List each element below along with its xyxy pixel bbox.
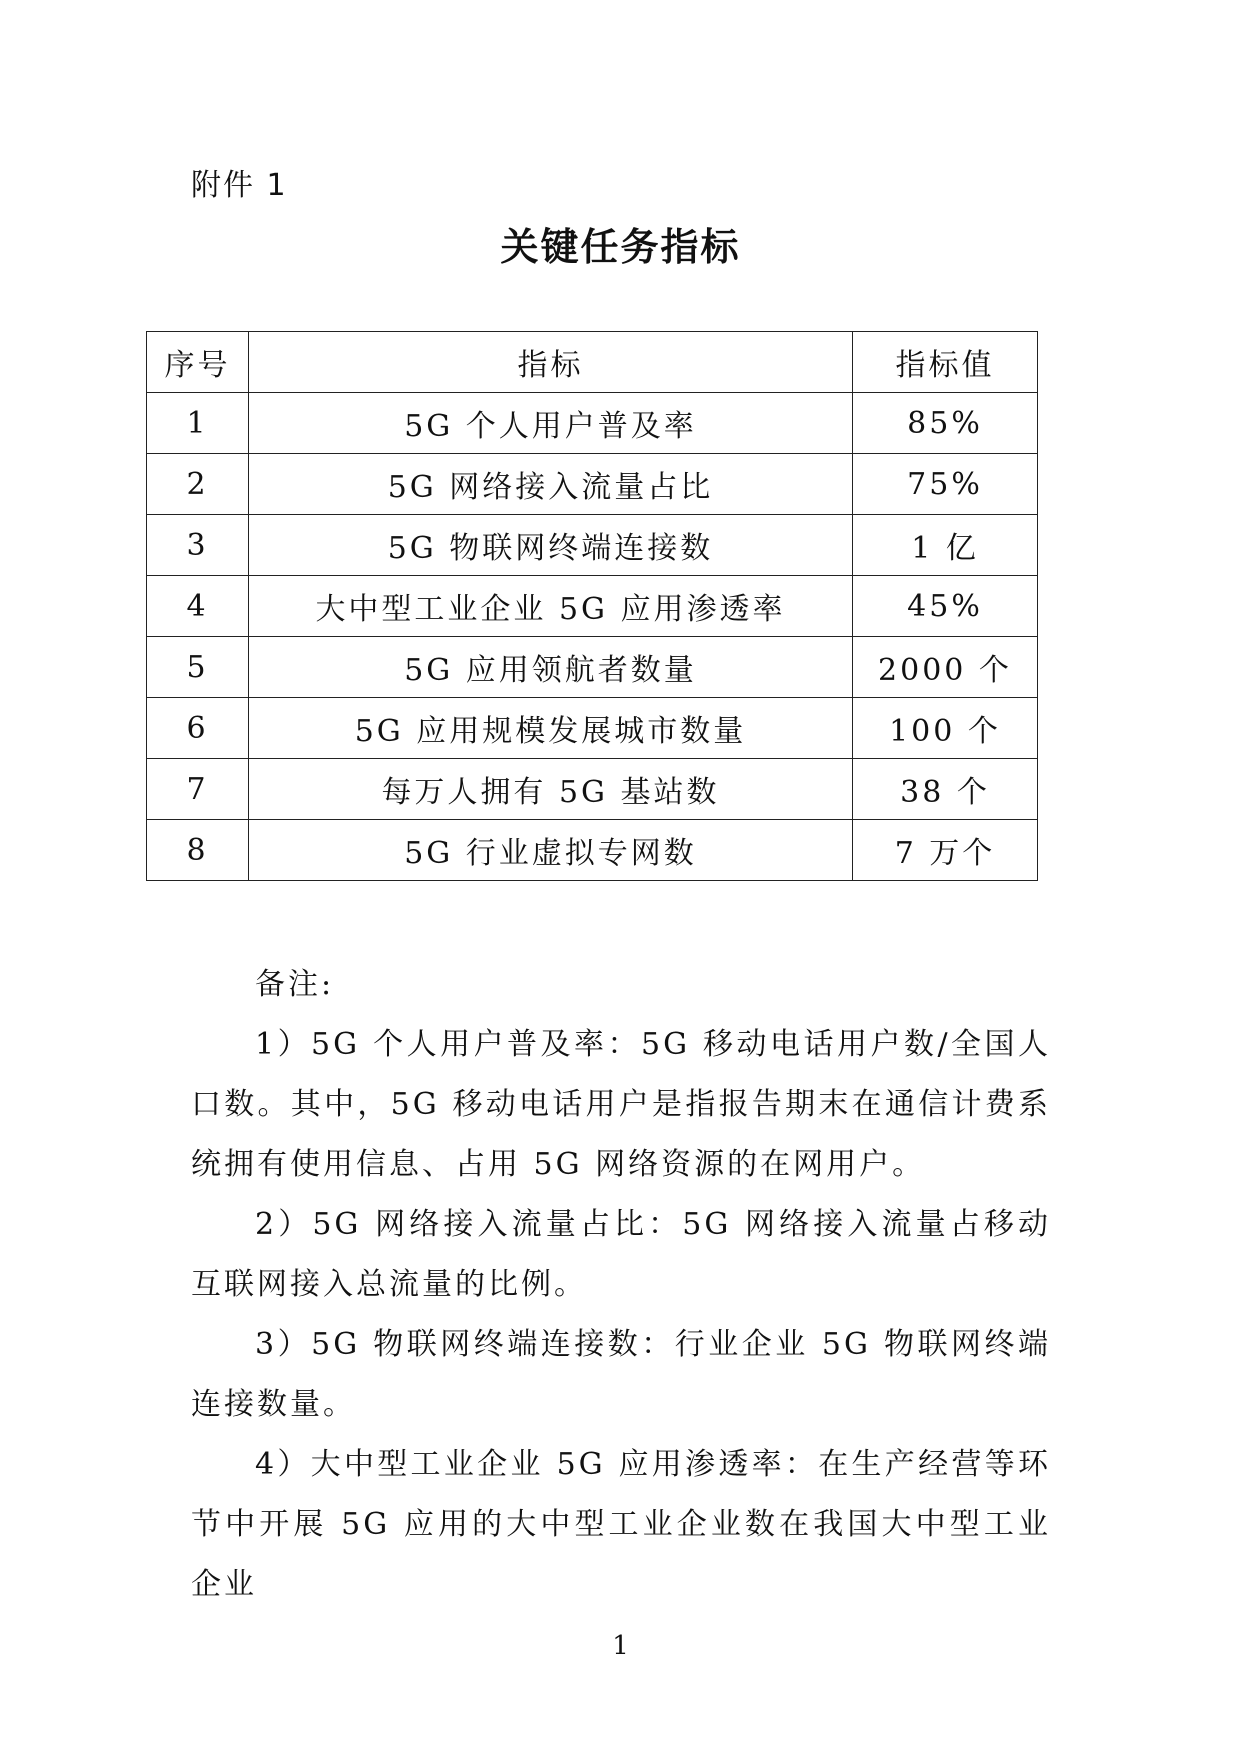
notes-label: 备注: bbox=[255, 967, 335, 1002]
cell-sequence: 5 bbox=[147, 637, 249, 698]
cell-indicator: 5G 物联网终端连接数 bbox=[249, 515, 853, 576]
cell-indicator: 5G 应用领航者数量 bbox=[249, 637, 853, 698]
table-header-row bbox=[147, 332, 1038, 393]
table-row bbox=[147, 698, 1038, 759]
table-row bbox=[147, 759, 1038, 820]
cell-sequence: 6 bbox=[147, 698, 249, 759]
cell-indicator: 每万人拥有 5G 基站数 bbox=[249, 759, 853, 820]
document-title: 关键任务指标 bbox=[500, 224, 741, 269]
table-row bbox=[147, 454, 1038, 515]
cell-value: 1 亿 bbox=[853, 515, 1038, 576]
note-paragraph: 1）5G 个人用户普及率：5G 移动电话用户数/全国人口数。其中，5G 移动电话用户是指报告期末在通信计费系统拥有使用信息、占用 5G 网络资源的在网用户。 bbox=[191, 1027, 1051, 1182]
header-sequence: 序号 bbox=[147, 332, 249, 393]
table-row bbox=[147, 393, 1038, 454]
table-row bbox=[147, 576, 1038, 637]
cell-sequence: 1 bbox=[147, 393, 249, 454]
cell-sequence: 3 bbox=[147, 515, 249, 576]
cell-value: 85% bbox=[853, 393, 1038, 454]
cell-value: 2000 个 bbox=[853, 637, 1038, 698]
note-paragraph: 4）大中型工业企业 5G 应用渗透率：在生产经营等环节中开展 5G 应用的大中型工业企业数在我国大中型工业企业 bbox=[191, 1447, 1051, 1602]
cell-sequence: 7 bbox=[147, 759, 249, 820]
cell-indicator: 5G 应用规模发展城市数量 bbox=[249, 698, 853, 759]
cell-sequence: 8 bbox=[147, 820, 249, 881]
cell-value: 100 个 bbox=[853, 698, 1038, 759]
notes-section bbox=[191, 955, 1051, 1615]
cell-sequence: 2 bbox=[147, 454, 249, 515]
cell-indicator: 5G 个人用户普及率 bbox=[249, 393, 853, 454]
table-row bbox=[147, 637, 1038, 698]
cell-value: 7 万个 bbox=[853, 820, 1038, 881]
note-paragraph: 2）5G 网络接入流量占比：5G 网络接入流量占移动互联网接入总流量的比例。 bbox=[191, 1207, 1051, 1302]
cell-indicator: 5G 行业虚拟专网数 bbox=[249, 820, 853, 881]
cell-value: 45% bbox=[853, 576, 1038, 637]
table-row bbox=[147, 515, 1038, 576]
key-indicators-table bbox=[146, 331, 1038, 881]
table-row bbox=[147, 820, 1038, 881]
header-indicator: 指标 bbox=[249, 332, 853, 393]
cell-indicator: 大中型工业企业 5G 应用渗透率 bbox=[249, 576, 853, 637]
page-number: 1 bbox=[612, 1631, 629, 1661]
attachment-label: 附件 1 bbox=[191, 168, 288, 203]
note-paragraph: 3）5G 物联网终端连接数：行业企业 5G 物联网终端连接数量。 bbox=[191, 1327, 1051, 1422]
cell-indicator: 5G 网络接入流量占比 bbox=[249, 454, 853, 515]
cell-value: 75% bbox=[853, 454, 1038, 515]
header-indicator-value: 指标值 bbox=[853, 332, 1038, 393]
cell-value: 38 个 bbox=[853, 759, 1038, 820]
cell-sequence: 4 bbox=[147, 576, 249, 637]
